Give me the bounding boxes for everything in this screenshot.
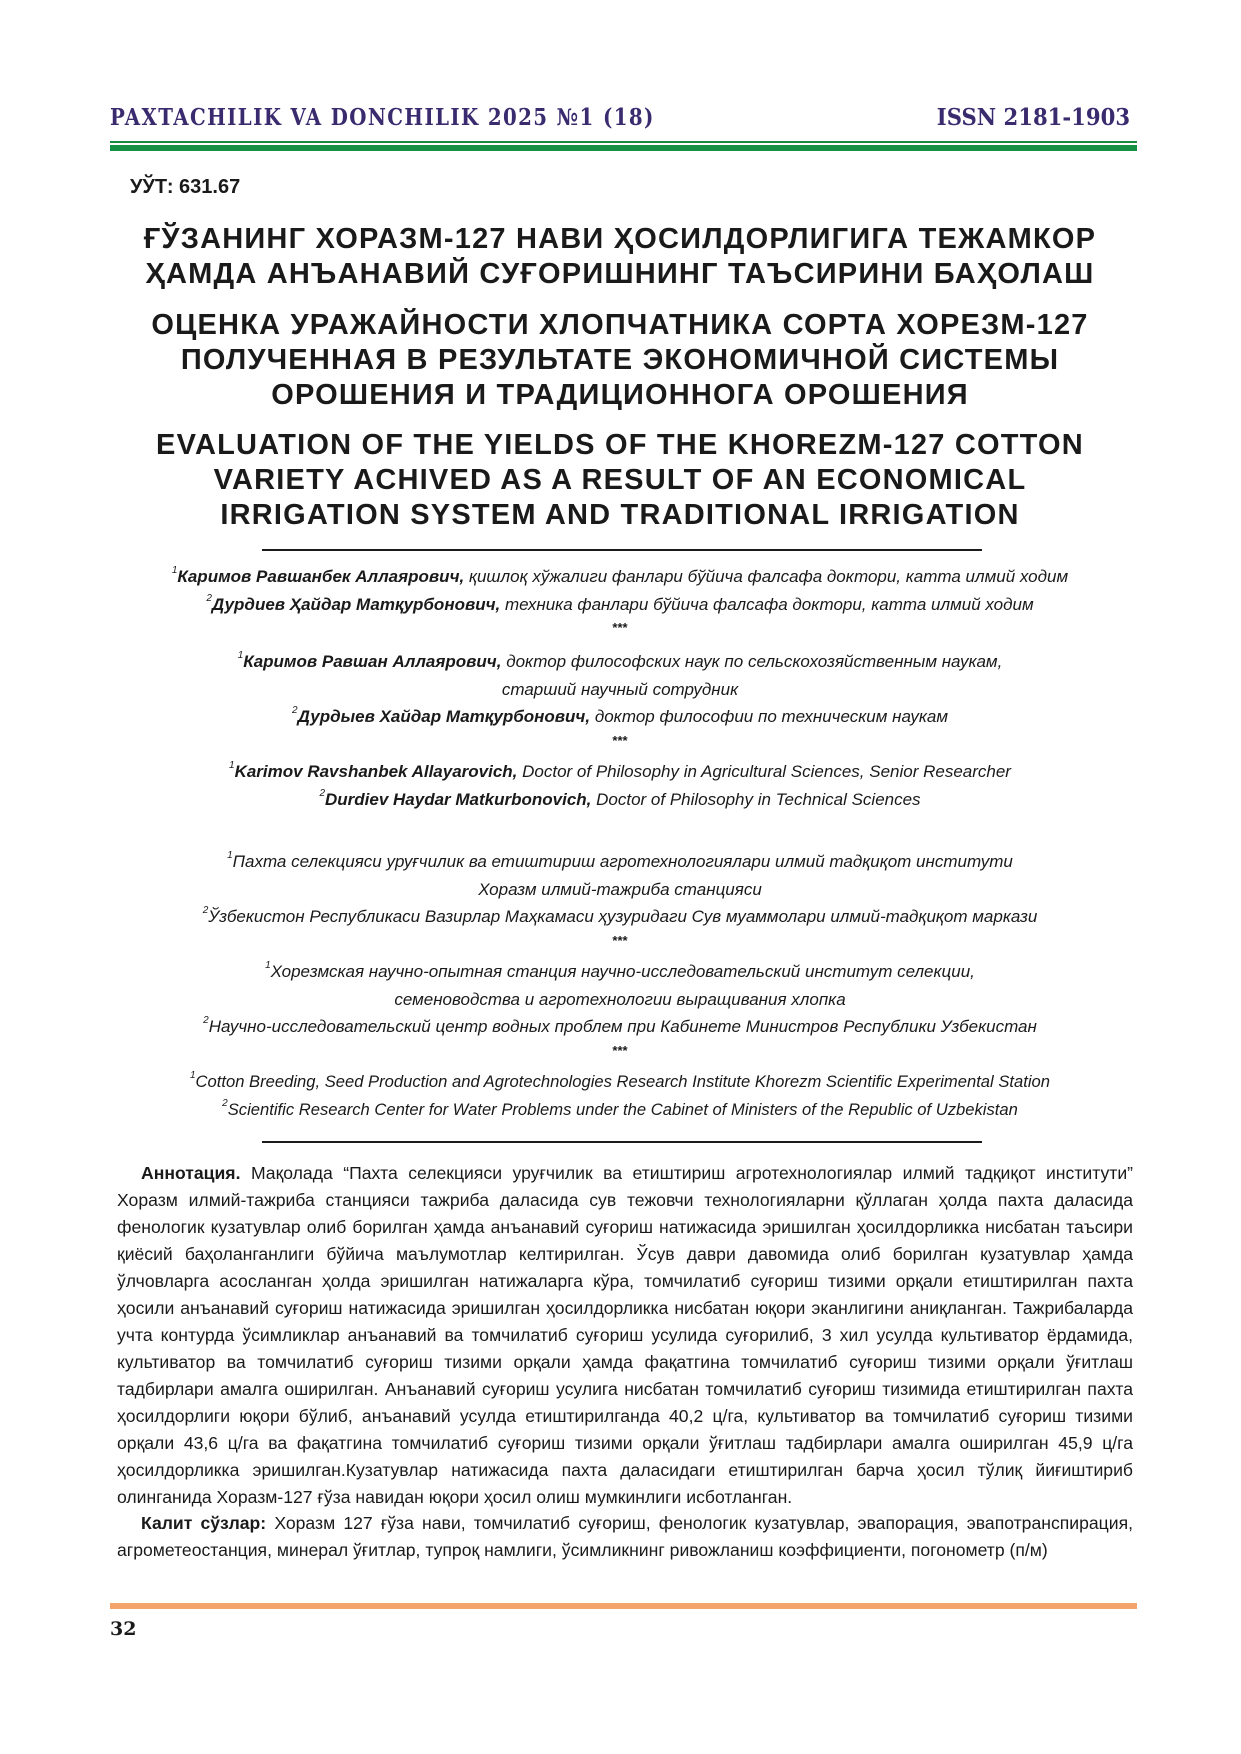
title-line: ПОЛУЧЕННАЯ В РЕЗУЛЬТАТЕ ЭКОНОМИЧНОЙ СИСТЕМЫ — [180, 344, 1060, 376]
title-line: IRRIGATION SYSTEM AND TRADITIONAL IRRIGATION — [220, 499, 1020, 531]
affiliation-line: $^2$Scientific Research Center for Water Problems under the Cabinet of Ministers of the Republic of Uzbekistan — [222, 1097, 1018, 1119]
affiliation-line: $^1$Хорезмская научно-опытная станция научно-исследовательский институт селекции, — [265, 960, 975, 981]
author-name: Дурдиев Ҳайдар Матқурбонович, — [211, 594, 501, 614]
authors-uzbek — [110, 563, 1130, 638]
author-name: Durdiev Haydar Matkurbonovich, — [325, 789, 592, 809]
header-rule-thin — [110, 141, 1137, 143]
title-line: EVALUATION OF THE YIELDS OF THE KHOREZM-127 COTTON — [156, 429, 1084, 461]
abstract-text: Мақолада “Пахта селекцияси уруғчилик ва етиштириш агротехнологиялар илмий тадқиқот институти” Хоразм илмий-тажриба станцияси тажриба даласида сув тежовчи технологияларни қўллаган ҳолда пахта даласида фенологик кузатувлар олиб борилган ҳамда анъанавий суғориш натижасида эришилган ҳосилдорликка нисбатан таъсири қиёсий баҳоланганлиги бўйича маълумотлар келтирилган. Ўсув даври давомида олиб борилган кузатувлар ҳамда ўлчовларга асосланган ҳолда эришилган натижаларга кўра, томчилатиб суғориш тизими орқали етиштирилган пахта ҳосили анъанавий суғориш натижасида эришилган ҳосилдорликка нисбатан юқори эканлигини аниқланган. Тажрибаларда учта контурда ўсимликлар анъанавий ва томчилатиб суғориш усулида суғорилиб, 3 хил усулда культиватор ёрдамида, культиватор ва томчилатиб суғориш тизими орқали ҳамда фақатгина томчилатиб суғориш тизими орқали ўғитлаш тадбирлари амалга оширилган. Анъанавий суғориш усулига нисбатан томчилатиб суғориш тизимида етиштирилган пахта ҳосилдорлиги юқори бўлиб, анъанавий усулда етиштирилганда 40,2 ц/га, культиватор ва томчилатиб суғориш тизими орқали 43,6 ц/га ва фақатгина томчилатиб суғориш тизими орқали ўғитлаш тадбирлари амалга оширилган 45,9 ц/га ҳосилдорликка эришилган.Кузатувлар натижасида пахта даласидаги етиштирилган барча ҳосил тўлиқ йиғиштириб олинганида Хоразм-127 ғўза навидан юқори ҳосил олиш мумкинлиги исботланган. — [117, 1163, 1134, 1507]
author-role-continued: старший научный сотрудник — [501, 679, 739, 699]
affiliation-line: Хоразм илмий-тажриба станцияси — [478, 879, 762, 899]
author-role: техника фанлари бўйича фалсафа доктори, катта илмий ходим — [505, 594, 1034, 614]
affiliation-line: $^2$Научно-исследовательский центр водных проблем при Кабинете Министров Республики Узбекистан — [203, 1015, 1037, 1036]
keywords — [117, 1510, 1133, 1564]
affiliations-english — [110, 1068, 1130, 1123]
title-line: ОЦЕНКА УРАЖАЙНОСТИ ХЛОПЧАТНИКА СОРТА ХОРЕЗМ-127 — [151, 309, 1089, 341]
author-role: Doctor of Philosophy in Technical Sciences — [596, 789, 921, 809]
author-line: $^1$Каримов Равшан Аллаярович, доктор философских наук по сельскохозяйственным наукам, — [237, 650, 1003, 671]
author-name: Каримов Равшан Аллаярович, — [243, 652, 502, 671]
abstract — [117, 1160, 1133, 1511]
author-line: $^2$Durdiev Haydar Matkurbonovich, Doctor of Philosophy in Technical Sciences — [319, 787, 921, 809]
separator-stars: *** — [612, 732, 628, 748]
section-divider — [262, 549, 982, 551]
title-uzbek — [110, 222, 1130, 292]
authors-russian — [110, 648, 1130, 751]
author-role: қишлоқ хўжалиги фанлари бўйича фалсафа доктори, катта илмий ходим — [468, 567, 1069, 586]
title-line: ҲАМДА АНЪАНАВИЙ СУҒОРИШНИНГ ТАЪСИРИНИ БАҲОЛАШ — [145, 258, 1095, 290]
author-name: Дурдыев Хайдар Матқурбонович, — [297, 707, 591, 726]
author-name: Каримов Равшанбек Аллаярович, — [177, 567, 465, 586]
title-line: ОРОШЕНИЯ И ТРАДИЦИОННОГА ОРОШЕНИЯ — [271, 379, 969, 411]
separator-stars: *** — [612, 1042, 628, 1058]
affiliations-uzbek — [110, 848, 1130, 951]
separator-stars: *** — [612, 620, 628, 635]
affiliation-line: $^2$Ўзбекистон Республикаси Вазирлар Маҳкамаси ҳузуридаги Сув муаммолари илмий-тадқиқот маркази — [202, 905, 1038, 926]
affiliation-line: $^1$Cotton Breeding, Seed Production and Agrotechnologies Research Institute Khorezm Scientific Experimental Station — [189, 1070, 1050, 1091]
journal-title: PAXTACHILIK VA DONCHILIK 2025 №1 (18) — [110, 104, 655, 131]
affiliation-line: $^1$Пахта селекцияси уруғчилик ва етиштириш агротехнологиялари илмий тадқиқот институти — [227, 850, 1013, 871]
section-divider — [262, 1141, 982, 1143]
author-line: $^1$Каримов Равшанбек Аллаярович, қишлоқ хўжалиги фанлари бўйича фалсафа доктори, катта илмий ходим — [171, 565, 1069, 586]
author-line: $^1$Karimov Ravshanbek Allayarovich, Doctor of Philosophy in Agricultural Sciences, Senior Researcher — [229, 760, 1011, 781]
keywords-label: Калит сўзлар: — [141, 1513, 267, 1533]
title-line: VARIETY ACHIVED AS A RESULT OF AN ECONOMICAL — [213, 464, 1027, 496]
issn: ISSN 2181-1903 — [936, 104, 1130, 131]
header-rule-thick — [110, 145, 1137, 151]
author-role: доктор философских наук по сельскохозяйственным наукам, — [506, 652, 1003, 671]
title-russian — [110, 308, 1130, 413]
footer-rule — [110, 1603, 1137, 1609]
author-name: Karimov Ravshanbek Allayarovich, — [234, 762, 518, 781]
authors-english — [110, 758, 1130, 813]
title-line: ҒЎЗАНИНГ ХОРАЗМ-127 НАВИ ҲОСИЛДОРЛИГИГА ТЕЖАМКОР — [143, 223, 1097, 255]
affiliation-line: семеноводства и агротехнологии выращивания хлопка — [394, 989, 846, 1009]
title-english — [110, 428, 1130, 533]
affiliations-russian — [110, 958, 1130, 1061]
author-line: $^2$Дурдиев Ҳайдар Матқурбонович, техника фанлари бўйича фалсафа доктори, катта илмий ходим — [206, 592, 1034, 614]
page-number: 32 — [110, 1618, 137, 1640]
author-line: $^2$Дурдыев Хайдар Матқурбонович, доктор философии по техническим наукам — [292, 705, 948, 726]
udc-code: УЎТ: 631.67 — [130, 176, 241, 198]
author-role: Doctor of Philosophy in Agricultural Sciences, Senior Researcher — [522, 762, 1011, 781]
author-role: доктор философии по техническим наукам — [594, 707, 948, 726]
running-header — [110, 104, 1130, 144]
separator-stars: *** — [612, 932, 628, 948]
abstract-label: Аннотация. — [141, 1163, 241, 1183]
keywords-text: Хоразм 127 ғўза нави, томчилатиб суғориш, фенологик кузатувлар, эвапорация, эвапотранспирация, агрометеостанция, минерал ўғитлар, тупроқ намлиги, ўсимликнинг ривожланиш коэффициенти, погонометр (п/м) — [117, 1513, 1134, 1560]
